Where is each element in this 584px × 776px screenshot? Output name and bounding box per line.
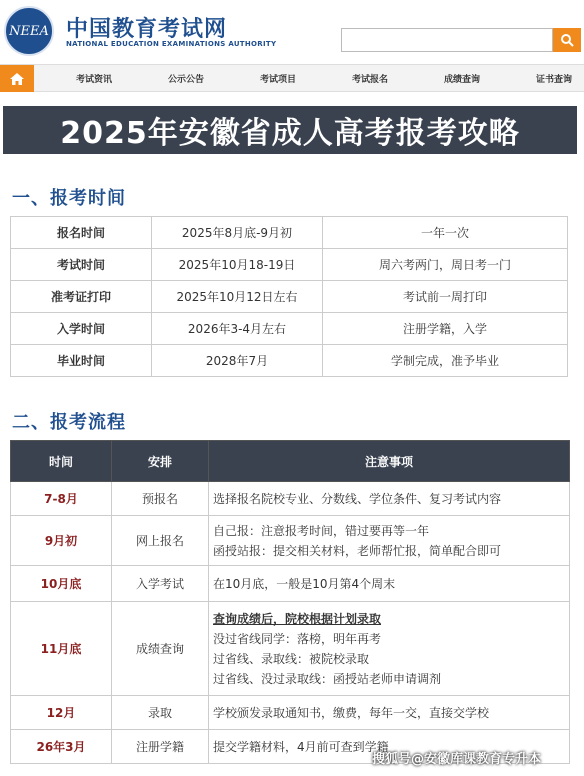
watermark: 搜狐号@安徽库课教育专升本 <box>372 752 542 767</box>
schedule-table <box>10 216 568 377</box>
table-row <box>11 566 570 602</box>
row-arrangement: 网上报名 <box>112 516 209 566</box>
table-row <box>11 217 568 249</box>
nav-item-announcements[interactable]: 公示公告 <box>168 75 205 85</box>
row-key: 入学时间 <box>11 313 152 345</box>
section-title-process: 二、报考流程 <box>12 412 126 433</box>
site-logo[interactable] <box>4 6 54 56</box>
main-nav <box>0 64 584 92</box>
search-button[interactable] <box>553 28 581 52</box>
row-arrangement: 预报名 <box>112 482 209 516</box>
note-line-highlight: 查询成绩后，院校根据计划录取 <box>213 611 382 626</box>
column-header-notes: 注意事项 <box>209 441 570 482</box>
row-notes <box>209 516 570 566</box>
note-line: 学校颁发录取通知书，缴费，每年一交，直接交学校 <box>213 705 490 720</box>
row-key: 报名时间 <box>11 217 152 249</box>
note-line: 自己报：注意报考时间，错过要再等一年 <box>213 523 430 538</box>
row-key: 毕业时间 <box>11 345 152 377</box>
row-arrangement: 录取 <box>112 696 209 730</box>
note-line: 过省线、没过录取线：函授站老师申请调剂 <box>213 671 442 686</box>
row-notes <box>209 602 570 696</box>
home-icon <box>10 73 24 85</box>
nav-item-score-query[interactable]: 成绩查询 <box>444 75 481 85</box>
row-time: 26年3月 <box>11 730 112 764</box>
row-key: 考试时间 <box>11 249 152 281</box>
column-header-arrangement: 安排 <box>112 441 209 482</box>
search-input[interactable] <box>341 28 553 52</box>
nav-item-registration[interactable]: 考试报名 <box>352 75 389 85</box>
table-header-row <box>11 441 570 482</box>
row-time: 7-8月 <box>11 482 112 516</box>
row-time: 11月底 <box>11 602 112 696</box>
note-line: 在10月底，一般是10月第4个周末 <box>213 576 396 591</box>
table-row <box>11 313 568 345</box>
row-note: 一年一次 <box>323 217 568 249</box>
page-title-banner: 2025年安徽省成人高考报考攻略 <box>3 106 577 154</box>
note-line: 没过省线同学：落榜，明年再考 <box>213 631 382 646</box>
row-note: 注册学籍，入学 <box>323 313 568 345</box>
logo-mark: NEEA <box>9 23 49 39</box>
row-value: 2025年10月18-19日 <box>152 249 323 281</box>
row-notes <box>209 696 570 730</box>
site-title[interactable]: 中国教育考试网 <box>66 17 228 42</box>
row-value: 2028年7月 <box>152 345 323 377</box>
nav-item-exam-projects[interactable]: 考试项目 <box>260 75 297 85</box>
row-value: 2025年10月12日左右 <box>152 281 323 313</box>
table-row <box>11 696 570 730</box>
process-table <box>10 440 570 764</box>
site-header <box>0 0 584 64</box>
table-row <box>11 602 570 696</box>
site-subtitle: NATIONAL EDUCATION EXAMINATIONS AUTHORITY <box>66 40 277 48</box>
row-note: 学制完成，准予毕业 <box>323 345 568 377</box>
row-notes <box>209 482 570 516</box>
row-arrangement: 成绩查询 <box>112 602 209 696</box>
table-row <box>11 516 570 566</box>
table-row <box>11 345 568 377</box>
section-title-schedule: 一、报考时间 <box>12 188 126 209</box>
row-arrangement: 注册学籍 <box>112 730 209 764</box>
table-row <box>11 249 568 281</box>
row-time: 9月初 <box>11 516 112 566</box>
row-note: 考试前一周打印 <box>323 281 568 313</box>
note-line: 过省线、录取线：被院校录取 <box>213 651 370 666</box>
row-value: 2025年8月底-9月初 <box>152 217 323 249</box>
row-key: 准考证打印 <box>11 281 152 313</box>
note-line: 选择报名院校专业、分数线、学位条件、复习考试内容 <box>213 491 502 506</box>
row-time: 10月底 <box>11 566 112 602</box>
row-arrangement: 入学考试 <box>112 566 209 602</box>
row-time: 12月 <box>11 696 112 730</box>
search-icon <box>560 33 574 47</box>
row-value: 2026年3-4月左右 <box>152 313 323 345</box>
table-row <box>11 482 570 516</box>
nav-item-exam-news[interactable]: 考试资讯 <box>76 75 113 85</box>
row-notes <box>209 566 570 602</box>
row-note: 周六考两门，周日考一门 <box>323 249 568 281</box>
note-line: 函授站报：提交相关材料，老师帮忙报，简单配合即可 <box>213 543 502 558</box>
nav-home-button[interactable] <box>0 65 34 92</box>
table-row <box>11 281 568 313</box>
note-line: 提交学籍材料，4月前可查到学籍 <box>213 739 389 754</box>
nav-item-certificate-query[interactable]: 证书查询 <box>536 75 573 85</box>
column-header-time: 时间 <box>11 441 112 482</box>
